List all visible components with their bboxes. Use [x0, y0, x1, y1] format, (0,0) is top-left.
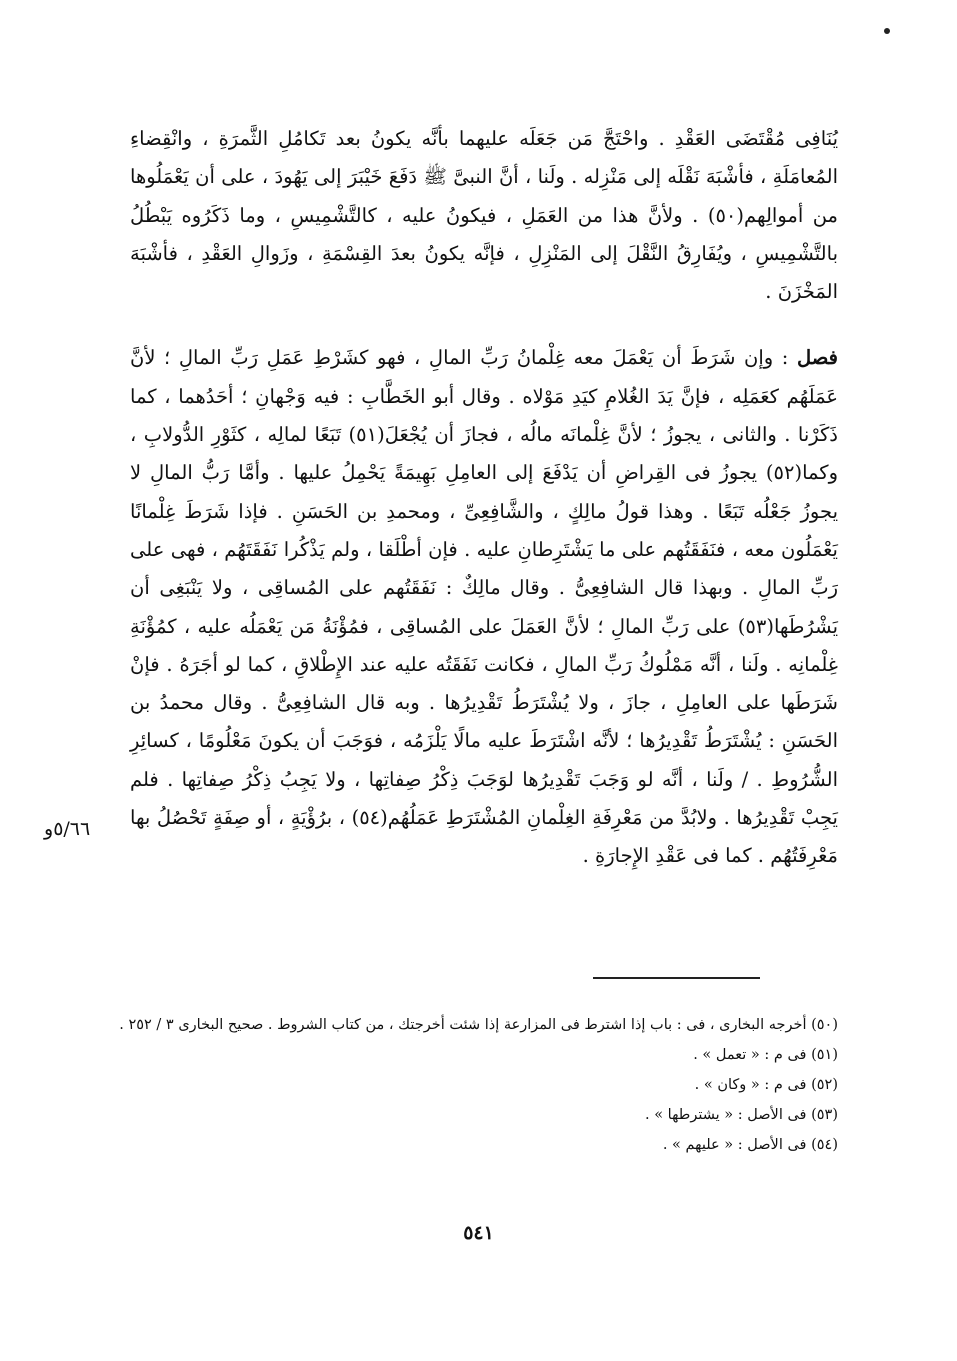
footnote-50: (٥٠) أخرجه البخارى ، فى : باب إذا اشترط فى المزارعة إذا شئت أخرجتك ، من كتاب الشروط . صحيح البخارى ٣ / ٢٥٢ .	[119, 1017, 838, 1033]
paragraph-1: يُنَافِى مُقْتَضَى العَقْدِ . واحْتَجَّ مَن جَعَلَه عليهما بأنَّه يكونُ بعد تَكامُلِ الثَّمرَةِ ، وانْقِضاءِ المُعامَلَةِ ، فأشْبَهَ نَقْلَه إلى مَنْزِله . ولَنا ، أنَّ النبىَّ ﷺ دَفَعَ خَيْبَرَ إلى يَهُودَ ، على أن يَعْمَلُوها من أموالِهم(٥٠) . ولأنَّ هذا من العَمَلِ ، فيكونُ عليه ، كالتَّشْمِيسِ ، وما ذَكَرُوه يَبْطُلُ بالتَّشْمِيسِ ، ويُفَارِقُ النَّقْلَ إلى المَنْزِلِ ، فإنَّه يكونُ بعدَ القِسْمَةِ ، وزَوالِ العَقْدِ ، فأشْبَهَ المَخْزَنَ .	[130, 127, 839, 304]
fasl-heading: فصل	[797, 346, 838, 370]
paragraph-2	[130, 339, 838, 875]
paragraph-gap	[130, 311, 838, 339]
footnote-separator	[593, 977, 760, 979]
page-mark-dot	[884, 28, 890, 34]
main-text-block	[130, 120, 838, 876]
footnote-52: (٥٢) فى م : « وكان » .	[694, 1077, 838, 1093]
margin-folio-note: ٥/٦٦و	[44, 818, 91, 840]
footnote-53: (٥٣) فى الأصل : « يشترطها » .	[644, 1107, 838, 1123]
footnotes-block	[110, 1010, 838, 1160]
footnote-51: (٥١) فى م : « تعمل » .	[693, 1047, 838, 1063]
footnote-54: (٥٤) فى الأصل : « عليهم » .	[662, 1137, 838, 1153]
paragraph-2-text: : وإن شَرَطَ أن يَعْمَلَ معه غِلْمانُ رَبِّ المالِ ، فهو كشَرْطِ عَمَلِ رَبِّ المالِ ؛ لأنَّ عَمَلَهُم كعَمَلِه ، فإنَّ يَدَ الغُلامِ كيَدِ مَوْلاه . وقال أبو الخَطَّابِ : فيه وَجْهانِ ؛ أحَدُهما ، كما ذَكَرْنا . والثانى ، يجوزُ ؛ لأنَّ غِلْمانَه مالُه ، فجازَ أن يُجْعَلَ(٥١) تَبَعًا لمالِه ، كثَوْرِ الدُّولابِ ، وكما(٥٢) يجوزُ فى القِراضِ أن يَدْفَعَ إلى العامِلِ بَهِيمَةً يَحْمِلُ عليها . وأمَّا رَبُّ المالِ لا يجوزُ جَعْلُه تَبَعًا . وهذا قولُ مالِكٍ ، والشَّافِعِىِّ ، ومحمدِ بن الحَسَنِ . فإذا شَرَطَ غِلْمانًا يَعْمَلُون معه ، فنَفَقَتُهم على ما يَشْتَرِطانِ عليه . فإن أطْلَقا ، ولم يَذْكُرا نَفَقَتَهُم ، فهى على رَبِّ المالِ . وبهذا قال الشافِعِىُّ . وقال مالِكٌ : نَفَقَتُهم على المُساقِى ، ولا يَنْبَغِى أن يَشْرُطَها(٥٣) على رَبِّ المالِ ؛ لأنَّ العَمَلَ على المُساقِى ، فمُؤْنَةُ مَن يَعْمَلُه عليه ، كمُؤْنَةِ غِلْمانِه . ولَنا ، أنَّه مَمْلُوكُ رَبِّ المالِ ، فكانت نَفَقَتُه عليه عند الإِطْلاقِ ، كما لو أجَرَهُ . فإنْ شَرَطَها على العامِلِ ، جازَ ، ولا يُشْتَرَطُ تَقْدِيرُها . وبه قال الشافِعِىُّ . وقال محمدُ بن الحَسَنِ : يُشْتَرَطُ تَقْدِيرُها ؛ لأنَّه اشْتَرَطَ عليه مالًا يَلْزَمُه ، فوَجَبَ أن يكونَ مَعْلُومًا ، كسائِرِ الشُّرُوطِ . / ولَنا ، أنَّه لو وَجَبَ تَقْدِيرُها لوَجَبَ ذِكْرُ صِفاتِها ، ولا يَجِبُ ذِكْرُ صِفاتِها . فلم يَجِبْ تَقْدِيرُها . ولابُدَّ من مَعْرِفَةِ الغِلْمانِ المُشْتَرَطِ عَمَلُهُم(٥٤) ، برُؤْيَةٍ ، أو صِفَةٍ تَحْصُلُ بها مَعْرِفَتُهُم . كما فى عَقْدِ الإِجارَةِ .	[130, 346, 838, 868]
page-number: ٥٤١	[463, 1222, 494, 1244]
